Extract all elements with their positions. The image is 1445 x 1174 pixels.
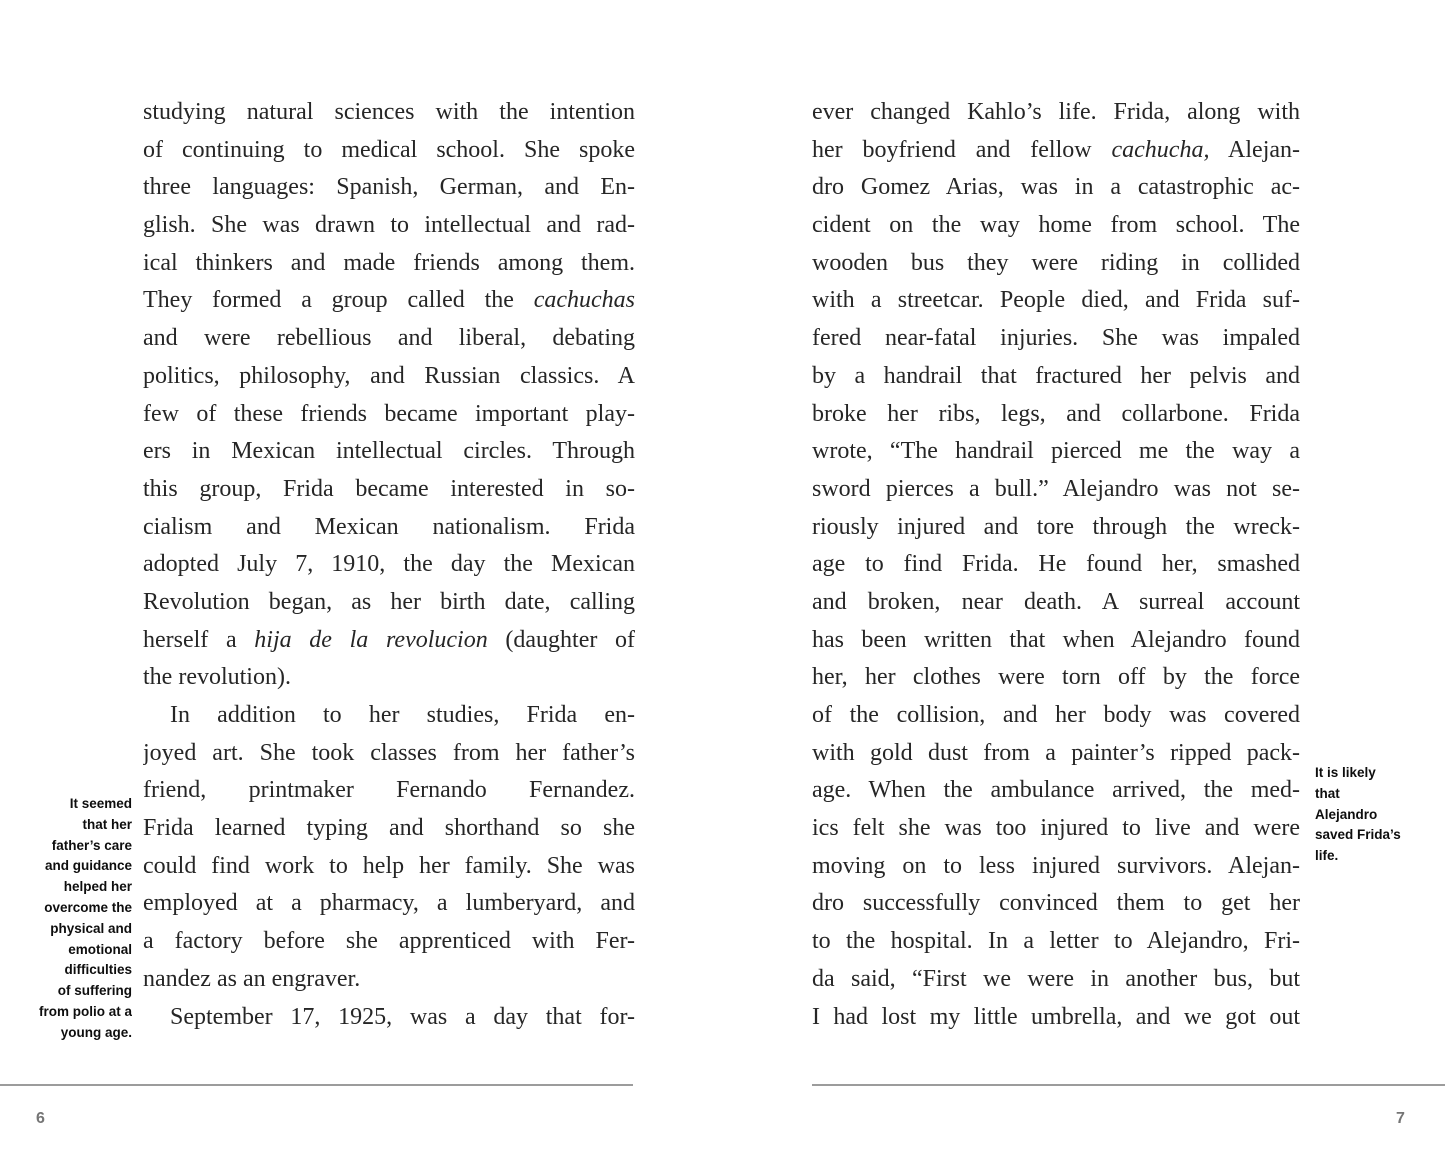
body-text-line: employed at a pharmacy, a lumberyard, and — [143, 890, 635, 917]
body-text-line: with gold dust from a painter’s ripped pack- — [812, 739, 1300, 766]
body-text-line: September 17, 1925, was a day that for- — [170, 1003, 635, 1030]
body-text-line: her boyfriend and fellow cachucha, Alejan- — [812, 136, 1300, 163]
body-text-line: politics, philosophy, and Russian classics. A — [143, 362, 635, 389]
body-text-line: In addition to her studies, Frida en- — [170, 702, 635, 728]
body-text-line: riously injured and tore through the wreck- — [812, 513, 1300, 540]
body-text-line: herself a hija de la revolucion (daughter of — [143, 626, 635, 653]
body-text-line: broke her ribs, legs, and collarbone. Frida — [812, 400, 1300, 427]
body-text-line: few of these friends became important play- — [143, 400, 635, 427]
body-text-line: They formed a group called the cachuchas — [143, 287, 635, 314]
body-text-line: friend, printmaker Fernando Fernandez. — [143, 777, 635, 804]
body-text-line: Frida learned typing and shorthand so she — [143, 815, 635, 842]
body-text-line: with a streetcar. People died, and Frida suf- — [812, 287, 1300, 314]
body-text-line: joyed art. She took classes from her father’s — [143, 739, 635, 766]
left-page-margin-note — [28, 794, 132, 1044]
body-text-line: age. When the ambulance arrived, the med- — [812, 777, 1300, 804]
body-text-line: sword pierces a bull.” Alejandro was not se- — [812, 475, 1300, 502]
body-text-line: studying natural sciences with the intention — [143, 99, 635, 125]
body-text-line: ics felt she was too injured to live and were — [812, 815, 1300, 842]
body-text-line: to the hospital. In a letter to Alejandro, Fri- — [812, 928, 1300, 955]
body-text-line: adopted July 7, 1910, the day the Mexican — [143, 551, 635, 578]
body-text-line: could find work to help her family. She was — [143, 852, 635, 879]
body-text-line: a factory before she apprenticed with Fer- — [143, 928, 635, 955]
body-text-line: dro Gomez Arias, was in a catastrophic ac- — [812, 174, 1300, 201]
body-text-line: ical thinkers and made friends among them. — [143, 249, 635, 276]
body-text-line: wrote, “The handrail pierced me the way a — [812, 438, 1300, 465]
body-text-line: age to find Frida. He found her, smashed — [812, 551, 1300, 578]
margin-note-line: It is likely — [1315, 765, 1376, 780]
margin-note-line: of suffering — [57, 983, 132, 999]
margin-note-line: difficulties — [64, 962, 132, 978]
body-text-line: of the collision, and her body was covered — [812, 702, 1300, 728]
body-text-line: moving on to less injured survivors. Alejan- — [812, 852, 1300, 879]
body-text-line: glish. She was drawn to intellectual and rad- — [143, 212, 635, 239]
right-page-number: 7 — [1396, 1110, 1405, 1127]
body-text-line: and were rebellious and liberal, debating — [143, 325, 635, 352]
body-text-line: ever changed Kahlo’s life. Frida, along with — [812, 99, 1300, 125]
left-page-body-text — [143, 94, 635, 1036]
margin-note-line: emotional — [68, 941, 132, 957]
margin-note-line: Alejandro — [1315, 806, 1378, 822]
margin-note-line: It seemed — [69, 796, 132, 811]
margin-note-line: young age. — [60, 1024, 132, 1040]
right-page-margin-note — [1315, 763, 1415, 867]
margin-note-line: life. — [1315, 848, 1339, 864]
body-text-line: this group, Frida became interested in so- — [143, 475, 635, 502]
right-page-footer-rule — [812, 1084, 1445, 1086]
left-page-number: 6 — [36, 1110, 45, 1127]
margin-note-line: physical and — [50, 920, 132, 936]
margin-note-line: helped her — [63, 879, 132, 895]
body-text-line: nandez as an engraver. — [143, 965, 361, 992]
margin-note-line: saved Frida’s — [1315, 827, 1401, 843]
body-text-line: the revolution). — [143, 664, 291, 691]
body-text-line: da said, “First we were in another bus, but — [812, 965, 1300, 992]
body-text-line: three languages: Spanish, German, and En- — [143, 174, 635, 201]
margin-note-line: from polio at a — [38, 1003, 132, 1019]
body-text-line: and broken, near death. A surreal account — [812, 588, 1300, 615]
margin-note-line: that her — [82, 816, 132, 832]
margin-note-line: and guidance — [44, 858, 132, 874]
body-text-line: ers in Mexican intellectual circles. Through — [143, 438, 635, 465]
body-text-line: fered near-fatal injuries. She was impaled — [812, 325, 1300, 352]
body-text-line: of continuing to medical school. She spoke — [143, 136, 635, 163]
body-text-line: Revolution began, as her birth date, calling — [143, 588, 635, 615]
body-text-line: I had lost my little umbrella, and we got out — [812, 1003, 1300, 1030]
body-text-line: cialism and Mexican nationalism. Frida — [143, 513, 635, 540]
right-page-body-text — [812, 94, 1300, 1036]
body-text-line: by a handrail that fractured her pelvis and — [812, 362, 1300, 389]
body-text-line: her, her clothes were torn off by the force — [812, 664, 1300, 691]
left-page-footer-rule — [0, 1084, 633, 1086]
body-text-line: has been written that when Alejandro found — [812, 626, 1300, 653]
body-text-line: wooden bus they were riding in collided — [812, 249, 1300, 276]
margin-note-line: that — [1315, 785, 1340, 801]
body-text-line: dro successfully convinced them to get her — [812, 890, 1300, 917]
margin-note-line: father’s care — [51, 837, 132, 853]
body-text-line: cident on the way home from school. The — [812, 212, 1300, 239]
margin-note-line: overcome the — [44, 899, 132, 915]
